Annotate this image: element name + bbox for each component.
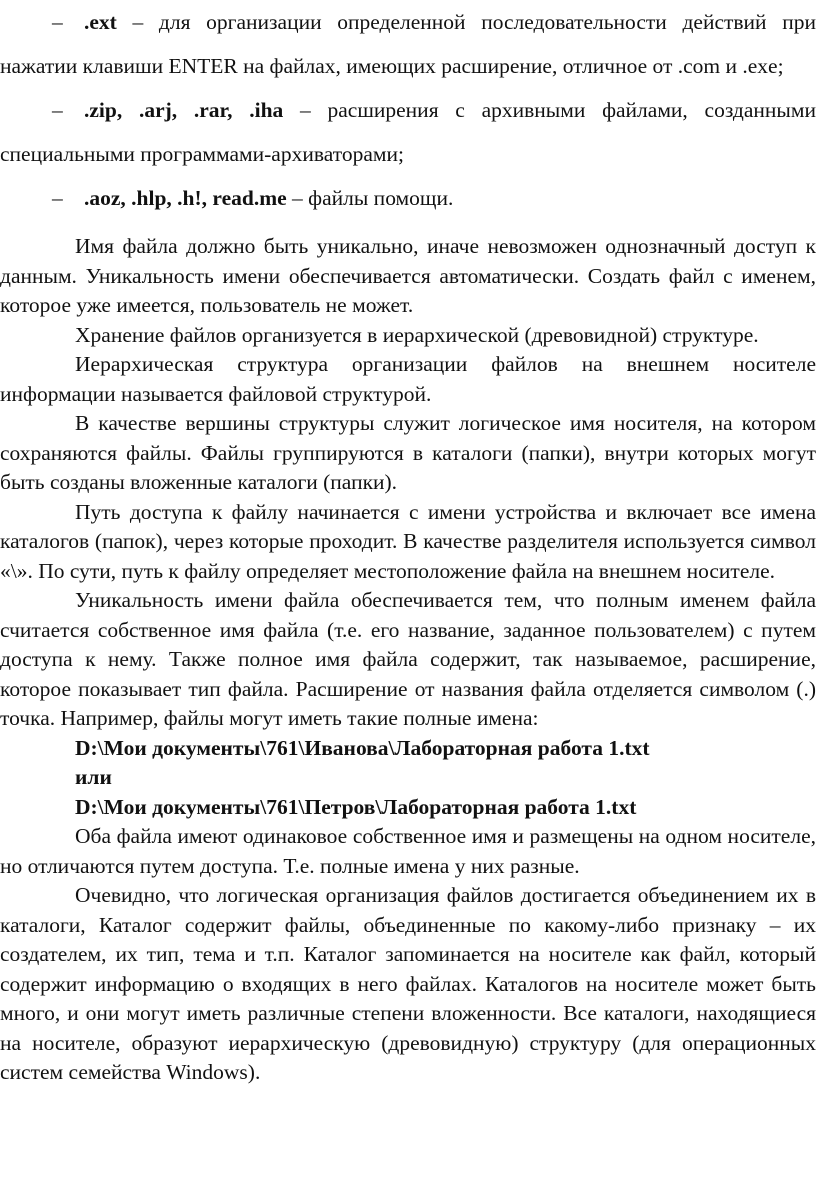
paragraph: В качестве вершины структуры служит логическое имя носителя, на котором сохраняются файлы. Файлы группируются в каталоги (папки), внутри которых могут быть созданы вложенные каталоги (папки). — [0, 411, 816, 494]
list-text: – расширения с архивными файлами, созданными специальными программами-архиваторами; — [0, 98, 816, 166]
example-or: или — [75, 765, 112, 789]
body-text — [0, 220, 816, 1088]
example-path-1: D:\Мои документы\761\Иванова\Лабораторная работа 1.txt — [75, 735, 650, 760]
paragraph: Уникальность имени файла обеспечивается тем, что полным именем файла считается собственное имя файла (т.е. его название, заданное пользователем) с путем доступа к нему. Также полное имя файла содержит, так называемое, расширение, которое показывает тип файла. Расширение от названия файла отделяется символом (.) точка. Например, файлы могут иметь такие полные имена: — [0, 588, 816, 730]
list-term: .ext — [84, 10, 117, 34]
list-text: – для организации определенной последовательности действий при нажатии клавиши ENTER на файлах, имеющих расширение, отличное от .com и .exe; — [0, 10, 816, 78]
paragraph: Иерархическая структура организации файлов на внешнем носителе информации называется файловой структурой. — [0, 352, 816, 406]
list-dash: – — [52, 186, 63, 210]
paragraph: Хранение файлов организуется в иерархической (древовидной) структуре. — [75, 322, 759, 347]
list-item — [0, 0, 816, 88]
list-dash: – — [52, 10, 63, 34]
list-text: – файлы помощи. — [286, 186, 454, 210]
extension-list — [0, 0, 816, 220]
example-path-2: D:\Мои документы\761\Петров\Лабораторная работа 1.txt — [75, 794, 637, 819]
list-dash: – — [52, 98, 63, 122]
paragraph: Очевидно, что логическая организация файлов достигается объединением их в каталоги, Каталог содержит файлы, объединенные по какому-либо признаку – их создателем, их тип, тема и т.п. Каталог запоминается на носителе как файл, который содержит информацию о входящих в него файлах. Каталогов на носителе может быть много, и они могут иметь различные степени вложенности. Все каталоги, находящиеся на носителе, образуют иерархическую (древовидную) структуру (для операционных систем семейства Windows). — [0, 883, 816, 1084]
list-item — [0, 88, 816, 176]
list-term: .zip, .arj, .rar, .iha — [84, 98, 284, 122]
paragraph: Путь доступа к файлу начинается с имени устройства и включает все имена каталогов (папок), через которые проходит. В качестве разделителя используется символ «\». По сути, путь к файлу определяет местоположение файла на внешнем носителе. — [0, 499, 816, 583]
list-term: .aoz, .hlp, .h!, read.me — [84, 186, 287, 210]
list-item — [0, 176, 816, 220]
paragraph: Оба файла имеют одинаковое собственное имя и размещены на одном носителе, но отличаются путем доступа. Т.е. полные имена у них разные. — [0, 824, 816, 878]
paragraph: Имя файла должно быть уникально, иначе невозможен однозначный доступ к данным. Уникальность имени обеспечивается автоматически. Создать файл с именем, которое уже имеется, пользователь не может. — [0, 234, 816, 317]
